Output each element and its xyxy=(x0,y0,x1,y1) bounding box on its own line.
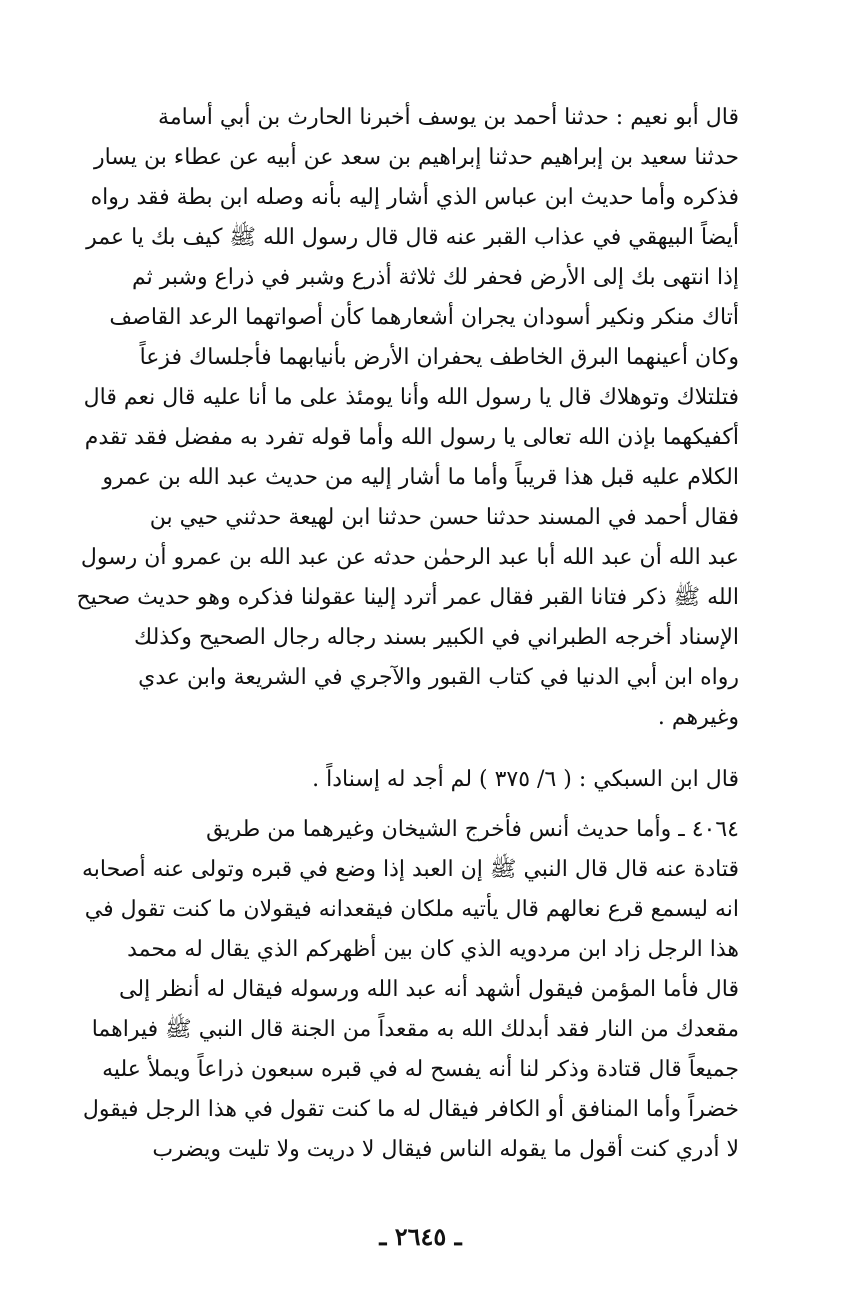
text-line: قال ابن السبكي : ( ٦/ ٣٧٥ ) لم أجد له إسناداً . xyxy=(312,767,739,792)
text-line: الإسناد أخرجه الطبراني في الكبير بسند رجاله رجال الصحيح وكذلك xyxy=(134,625,739,650)
page-number: ـ ٢٦٤٥ ـ xyxy=(379,1222,462,1251)
text-line: عبد الله أن عبد الله أبا عبد الرحمٰن حدثه عن عبد الله بن عمرو أن رسول xyxy=(80,545,739,570)
hadith-4064-block xyxy=(82,810,739,1170)
text-line: الله ﷺ ذكر فتانا القبر فقال عمر أترد إلينا عقولنا فذكره وهو حديث صحيح xyxy=(76,585,739,610)
text-line: انه ليسمع قرع نعالهم قال يأتيه ملكان فيقعدانه فيقولان ما كنت تقول في xyxy=(84,897,739,922)
text-line: رواه ابن أبي الدنيا في كتاب القبور والآجري في الشريعة وابن عدي xyxy=(138,665,739,690)
text-line: جميعاً قال قتادة وذكر لنا أنه يفسح له في قبره سبعون ذراعاً ويملأ عليه xyxy=(102,1057,739,1082)
text-line: قتادة عنه قال قال النبي ﷺ إن العبد إذا وضع في قبره وتولى عنه أصحابه xyxy=(82,857,739,882)
text-line: مقعدك من النار فقد أبدلك الله به مقعداً من الجنة قال النبي ﷺ فيراهما xyxy=(91,1017,739,1042)
text-line: هذا الرجل زاد ابن مردويه الذي كان بين أظهركم الذي يقال له محمد xyxy=(127,937,739,962)
text-line: أتاك منكر ونكير أسودان يجران أشعارهما كأن أصواتهما الرعد القاصف xyxy=(109,305,739,330)
text-line: خضراً وأما المنافق أو الكافر فيقال له ما كنت تقول في هذا الرجل فيقول xyxy=(82,1097,739,1122)
text-line: حدثنا سعيد بن إبراهيم حدثنا إبراهيم بن سعد عن أبيه عن عطاء بن يسار xyxy=(93,145,739,170)
text-line: وغيرهم . xyxy=(657,705,739,730)
text-line: أكفيكهما بإذن الله تعالى يا رسول الله وأما قوله تفرد به مفضل فقد تقدم xyxy=(84,425,739,450)
text-line: فقال أحمد في المسند حدثنا حسن حدثنا ابن لهيعة حدثني حيي بن xyxy=(149,505,739,530)
text-line: أيضاً البيهقي في عذاب القبر عنه قال قال رسول الله ﷺ كيف بك يا عمر xyxy=(86,225,739,250)
text-line: لا أدري كنت أقول ما يقوله الناس فيقال لا دريت ولا تليت ويضرب xyxy=(152,1137,739,1162)
text-line: فتلتلاك وتوهلاك قال يا رسول الله وأنا يومئذ على ما أنا عليه قال نعم قال xyxy=(83,385,739,410)
text-line: فذكره وأما حديث ابن عباس الذي أشار إليه بأنه وصله ابن بطة فقد رواه xyxy=(90,185,739,210)
text-line: قال فأما المؤمن فيقول أشهد أنه عبد الله ورسوله فيقال له أنظر إلى xyxy=(119,977,739,1002)
narration-block-abu-nuaym xyxy=(76,98,739,738)
text-line: وكان أعينهما البرق الخاطف يحفران الأرض بأنيابهما فأجلساك فزعاً xyxy=(139,345,739,370)
text-line: ٤٠٦٤ ـ وأما حديث أنس فأخرج الشيخان وغيرهما من طريق xyxy=(206,817,739,842)
text-line: الكلام عليه قبل هذا قريباً وأما ما أشار إليه من حديث عبد الله بن عمرو xyxy=(102,465,739,490)
text-line: إذا انتهى بك إلى الأرض فحفر لك ثلاثة أذرع وشبر في ذراع وشبر ثم xyxy=(132,265,739,290)
text-line: قال أبو نعيم : حدثنا أحمد بن يوسف أخبرنا الحارث بن أبي أسامة xyxy=(158,105,739,130)
ibn-subki-note xyxy=(101,760,739,800)
